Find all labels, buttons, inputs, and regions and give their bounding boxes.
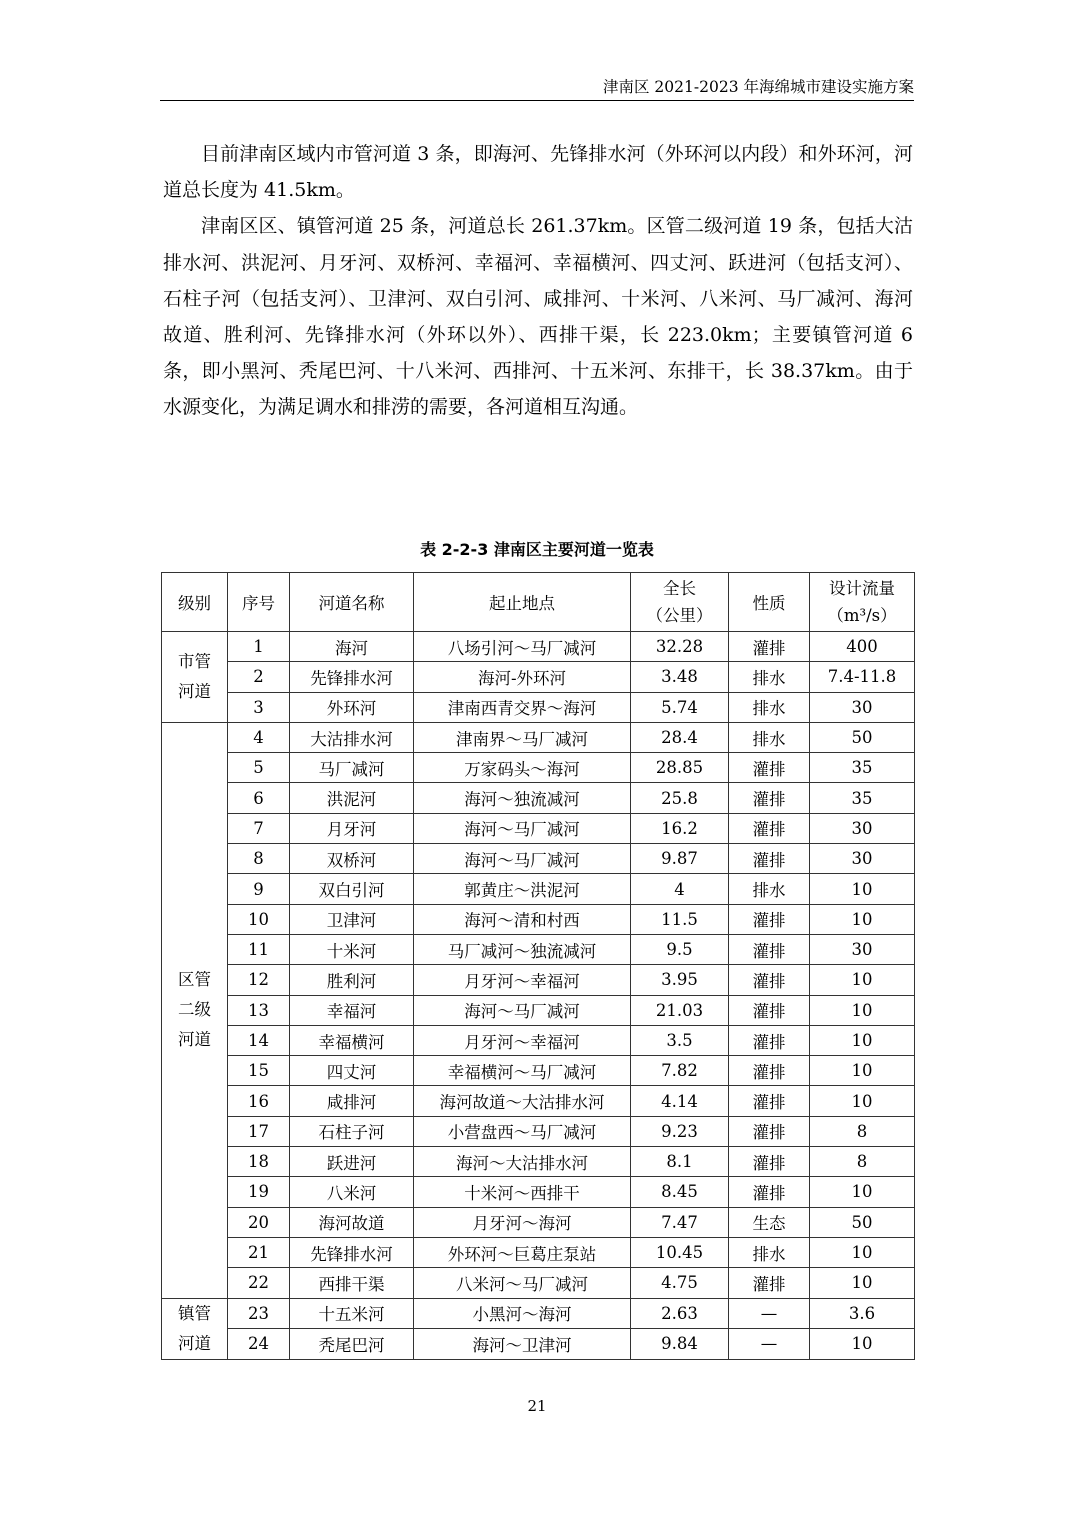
cell-no: 3 [228,692,290,722]
cell-flow: 10 [810,904,915,934]
level-cell [162,1298,228,1359]
level-label: 二级 [178,1000,211,1020]
cell-name: 海河故道 [290,1207,414,1237]
cell-route: 月牙河～幸福河 [414,965,631,995]
header-flow-unit: （m³/s） [827,606,897,625]
cell-route: 海河～清和村西 [414,904,631,934]
table-row [162,1147,915,1177]
level-cell [162,632,228,723]
cell-route: 外环河～巨葛庄泵站 [414,1237,631,1267]
cell-type: 灌排 [729,995,810,1025]
cell-flow: 35 [810,753,915,783]
cell-no: 10 [228,904,290,934]
table-row [162,813,915,843]
table-row [162,1237,915,1267]
cell-type: 灌排 [729,1268,810,1298]
cell-no: 18 [228,1147,290,1177]
cell-name: 秃尾巴河 [290,1329,414,1360]
header-length-unit: （公里） [646,606,713,625]
table-row [162,965,915,995]
cell-no: 22 [228,1268,290,1298]
cell-no: 17 [228,1116,290,1146]
cell-length: 21.03 [631,995,729,1025]
header-length-label: 全长 [663,579,696,598]
header-length [631,573,729,632]
header-title: 津南区 2021-2023 年海绵城市建设实施方案 [603,78,914,96]
table-row [162,934,915,964]
table-body [162,632,915,1360]
cell-flow: 50 [810,722,915,752]
table-row [162,753,915,783]
cell-length: 25.8 [631,783,729,813]
cell-type: 排水 [729,722,810,752]
cell-length: 9.5 [631,934,729,964]
cell-route: 小营盘西～马厂减河 [414,1116,631,1146]
cell-length: 32.28 [631,632,729,662]
cell-length: 9.23 [631,1116,729,1146]
body-text [163,136,913,426]
cell-flow: 10 [810,1177,915,1207]
table-row [162,692,915,722]
cell-name: 马厂减河 [290,753,414,783]
cell-flow: 10 [810,965,915,995]
cell-length: 4.14 [631,1086,729,1116]
cell-route: 海河～卫津河 [414,1329,631,1360]
level-cell [162,722,228,1298]
level-label: 区管 [178,970,211,990]
cell-type: 排水 [729,1237,810,1267]
cell-no: 6 [228,783,290,813]
cell-no: 13 [228,995,290,1025]
cell-route: 海河～大沽排水河 [414,1147,631,1177]
cell-name: 胜利河 [290,965,414,995]
cell-no: 14 [228,1025,290,1055]
cell-no: 15 [228,1056,290,1086]
header-level: 级别 [162,573,228,632]
cell-length: 16.2 [631,813,729,843]
cell-type: 灌排 [729,1056,810,1086]
header-route: 起止地点 [414,573,631,632]
cell-length: 28.85 [631,753,729,783]
cell-flow: 50 [810,1207,915,1237]
cell-no: 21 [228,1237,290,1267]
cell-name: 外环河 [290,692,414,722]
table-row [162,995,915,1025]
cell-route: 海河～马厂减河 [414,995,631,1025]
cell-no: 4 [228,722,290,752]
cell-route: 津南界～马厂减河 [414,722,631,752]
cell-name: 十五米河 [290,1298,414,1329]
cell-no: 16 [228,1086,290,1116]
cell-flow: 7.4-11.8 [810,662,915,692]
cell-flow: 400 [810,632,915,662]
cell-length: 7.82 [631,1056,729,1086]
table-row [162,1116,915,1146]
cell-route: 万家码头～海河 [414,753,631,783]
cell-no: 5 [228,753,290,783]
cell-type: 灌排 [729,783,810,813]
table-row [162,904,915,934]
cell-type: 灌排 [729,934,810,964]
cell-type: 灌排 [729,965,810,995]
cell-flow: 10 [810,1025,915,1055]
header-name: 河道名称 [290,573,414,632]
cell-name: 十米河 [290,934,414,964]
cell-name: 卫津河 [290,904,414,934]
table-row [162,844,915,874]
cell-no: 11 [228,934,290,964]
cell-route: 八米河～马厂减河 [414,1268,631,1298]
cell-name: 西排干渠 [290,1268,414,1298]
cell-name: 幸福横河 [290,1025,414,1055]
cell-route: 马厂减河～独流减河 [414,934,631,964]
cell-flow: 10 [810,995,915,1025]
paragraph: 津南区区、镇管河道 25 条，河道总长 261.37km。区管二级河道 19 条，包括大沽排水河、洪泥河、月牙河、双桥河、幸福河、幸福横河、四丈河、跃进河（包括支河）、石柱子河（包括支河）、卫津河、双白引河、咸排河、十米河、八米河、马厂减河、海河故道、胜利河、先锋排水河（外环以外）、西排干渠，长 223.0km；主要镇管河道 6 条，即小黑河、秃尾巴河、十八米河、西排河、十五米河、东排干，长 38.37km。由于水源变化，为满足调水和排涝的需要，各河道相互沟通。 [163,215,913,419]
cell-route: 海河故道～大沽排水河 [414,1086,631,1116]
cell-name: 双白引河 [290,874,414,904]
cell-name: 四丈河 [290,1056,414,1086]
cell-route: 十米河～西排干 [414,1177,631,1207]
level-label: 镇管 [178,1303,211,1323]
level-label: 河道 [178,1030,211,1050]
cell-type: 排水 [729,874,810,904]
cell-flow: 10 [810,1237,915,1267]
header-flow [810,573,915,632]
table-row [162,1329,915,1360]
cell-length: 3.48 [631,662,729,692]
header-type: 性质 [729,573,810,632]
header-flow-label: 设计流量 [829,579,895,598]
table-row [162,1056,915,1086]
cell-no: 20 [228,1207,290,1237]
cell-name: 大沽排水河 [290,722,414,752]
cell-length: 9.84 [631,1329,729,1360]
cell-length: 9.87 [631,844,729,874]
cell-type: — [729,1298,810,1329]
cell-no: 7 [228,813,290,843]
cell-flow: 10 [810,1329,915,1360]
cell-type: 灌排 [729,1025,810,1055]
cell-route: 月牙河～幸福河 [414,1025,631,1055]
table-row [162,1025,915,1055]
cell-route: 海河～独流减河 [414,783,631,813]
cell-route: 海河-外环河 [414,662,631,692]
cell-route: 幸福横河～马厂减河 [414,1056,631,1086]
cell-route: 小黑河～海河 [414,1298,631,1329]
cell-type: 灌排 [729,1116,810,1146]
cell-type: 灌排 [729,1086,810,1116]
cell-name: 先锋排水河 [290,1237,414,1267]
cell-flow: 10 [810,1086,915,1116]
cell-no: 1 [228,632,290,662]
cell-name: 八米河 [290,1177,414,1207]
cell-name: 洪泥河 [290,783,414,813]
cell-length: 3.5 [631,1025,729,1055]
level-label: 河道 [178,681,211,701]
cell-no: 9 [228,874,290,904]
cell-name: 幸福河 [290,995,414,1025]
table-row [162,1207,915,1237]
cell-length: 2.63 [631,1298,729,1329]
cell-name: 海河 [290,632,414,662]
table-row [162,1268,915,1298]
table-row [162,632,915,662]
cell-type: 排水 [729,662,810,692]
cell-route: 八场引河～马厂减河 [414,632,631,662]
cell-flow: 30 [810,692,915,722]
cell-flow: 35 [810,783,915,813]
cell-length: 10.45 [631,1237,729,1267]
river-table [161,572,915,1360]
cell-name: 咸排河 [290,1086,414,1116]
table-row [162,1298,915,1329]
cell-route: 津南西青交界～海河 [414,692,631,722]
cell-no: 24 [228,1329,290,1360]
cell-type: 灌排 [729,1177,810,1207]
table-caption: 表 2-2-3 津南区主要河道一览表 [420,540,654,559]
table-row [162,1177,915,1207]
table-row [162,783,915,813]
table-row [162,662,915,692]
cell-type: 灌排 [729,1147,810,1177]
cell-route: 郭黄庄～洪泥河 [414,874,631,904]
cell-length: 8.1 [631,1147,729,1177]
level-label: 河道 [178,1333,211,1353]
cell-name: 石柱子河 [290,1116,414,1146]
cell-length: 3.95 [631,965,729,995]
table-row [162,874,915,904]
cell-type: 灌排 [729,632,810,662]
cell-no: 19 [228,1177,290,1207]
running-header [160,76,914,101]
page-number: 21 [527,1397,547,1415]
cell-name: 先锋排水河 [290,662,414,692]
header-no: 序号 [228,573,290,632]
cell-length: 28.4 [631,722,729,752]
cell-route: 海河～马厂减河 [414,813,631,843]
cell-route: 海河～马厂减河 [414,844,631,874]
cell-no: 23 [228,1298,290,1329]
table-row [162,1086,915,1116]
cell-length: 11.5 [631,904,729,934]
cell-flow: 8 [810,1116,915,1146]
table-header-row [162,573,915,632]
cell-no: 12 [228,965,290,995]
cell-length: 8.45 [631,1177,729,1207]
cell-flow: 30 [810,844,915,874]
cell-flow: 8 [810,1147,915,1177]
cell-flow: 10 [810,1056,915,1086]
table-row [162,722,915,752]
cell-length: 4.75 [631,1268,729,1298]
cell-type: — [729,1329,810,1360]
cell-name: 双桥河 [290,844,414,874]
cell-type: 灌排 [729,813,810,843]
paragraph: 目前津南区域内市管河道 3 条，即海河、先锋排水河（外环河以内段）和外环河，河道总长度为 41.5km。 [163,143,913,202]
cell-length: 5.74 [631,692,729,722]
cell-name: 月牙河 [290,813,414,843]
cell-name: 跃进河 [290,1147,414,1177]
cell-length: 4 [631,874,729,904]
cell-flow: 10 [810,874,915,904]
cell-flow: 10 [810,1268,915,1298]
cell-length: 7.47 [631,1207,729,1237]
cell-flow: 3.6 [810,1298,915,1329]
cell-type: 灌排 [729,904,810,934]
cell-flow: 30 [810,934,915,964]
cell-type: 灌排 [729,753,810,783]
cell-route: 月牙河～海河 [414,1207,631,1237]
cell-type: 生态 [729,1207,810,1237]
cell-no: 2 [228,662,290,692]
cell-flow: 30 [810,813,915,843]
level-label: 市管 [178,651,211,671]
cell-type: 排水 [729,692,810,722]
cell-no: 8 [228,844,290,874]
cell-type: 灌排 [729,844,810,874]
